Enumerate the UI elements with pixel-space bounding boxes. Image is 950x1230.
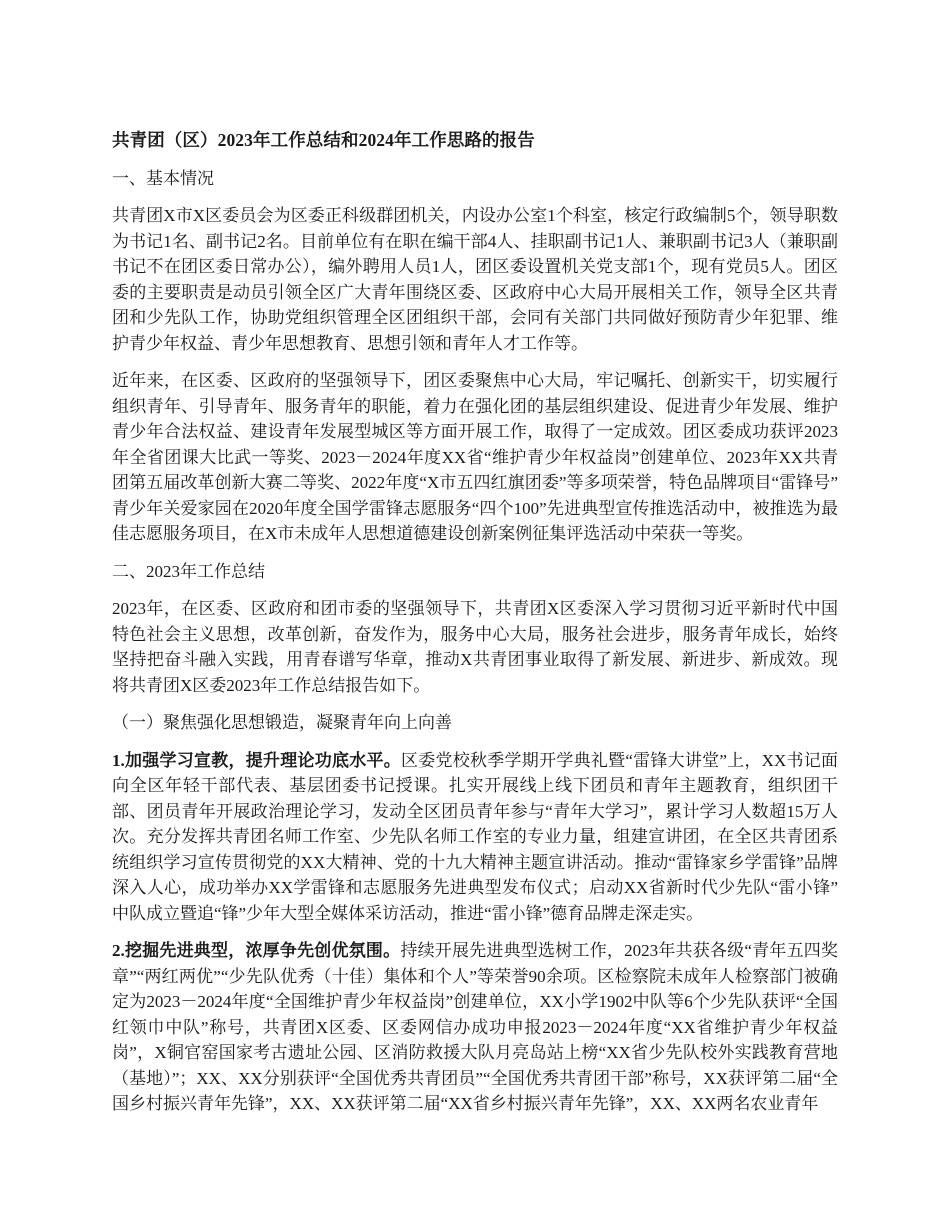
numbered-item-2-body: 持续开展先进典型选树工作，2023年共获各级“青年五四奖章”“两红两优”“少先队优秀（十佳）集体和个人”等荣誉90余项。区检察院未成年人检察部门被确定为2023－2024年度“全国维护青少年权益岗”创建单位，XX小学1902中队等6个少先队获评“全国红领巾中队”称号，共青团X区委、区委网信办成功申报2023－2024年度“XX省维护青少年权益岗”，X铜官窑国家考古遗址公园、区消防救援大队月亮岛站上榜“XX省少先队校外实践教育营地（基地）”；XX、XX分别获评“全国优秀共青团员”“全国优秀共青团干部”称号，XX获评第二届“全国乡村振兴青年先锋”，XX、XX获评第二届“XX省乡村振兴青年先锋”，XX、XX两名农业青年 [112, 941, 838, 1113]
numbered-item-1 [112, 748, 838, 927]
paragraph-summary-intro: 2023年，在区委、区政府和团市委的坚强领导下，共青团X区委深入学习贯彻习近平新时代中国特色社会主义思想，改革创新，奋发作为，服务中心大局，服务社会进步，服务青年成长，始终坚持把奋斗融入实践，用青春谱写华章，推动X共青团事业取得了新发展、新进步、新成效。现将共青团X区委2023年工作总结报告如下。 [112, 599, 838, 695]
subsection-heading-1: （一）聚焦强化思想锻造，凝聚青年向上向善 [112, 713, 452, 732]
paragraph-basic-info-2: 近年来，在区委、区政府的坚强领导下，团区委聚焦中心大局，牢记嘱托、创新实干，切实履行组织青年、引导青年、服务青年的职能，着力在强化团的基层组织建设、促进青少年发展、维护青少年合法权益、建设青年发展型城区等方面开展工作，取得了一定成效。团区委成功获评2023年全省团课大比武一等奖、2023－2024年度XX省“维护青少年权益岗”创建单位、2023年XX共青团第五届改革创新大赛二等奖、2022年度“X市五四红旗团委”等多项荣誉，特色品牌项目“雷锋号”青少年关爱家园在2020年度全国学雷锋志愿服务“四个100”先进典型宣传推选活动中，被推选为最佳志愿服务项目，在X市未成年人思想道德建设创新案例征集评选活动中荣获一等奖。 [112, 371, 838, 543]
numbered-item-1-lead: 1.加强学习宣教，提升理论功底水平。 [112, 750, 402, 770]
document-body [112, 128, 838, 1117]
numbered-item-1-body: 区委党校秋季学期开学典礼暨“雷锋大讲堂”上，XX书记面向全区年轻干部代表、基层团委书记授课。扎实开展线上线下团员和青年主题教育，组织团干部、团员青年开展政治理论学习，发动全区团员青年参与“青年大学习”，累计学习人数超15万人次。充分发挥共青团名师工作室、少先队名师工作室的专业力量，组建宣讲团，在全区共青团系统组织学习宣传贯彻党的XX大精神、党的十九大精神主题宣讲活动。推动“雷锋家乡学雷锋”品牌深入人心，成功举办XX学雷锋和志愿服务先进典型发布仪式；启动XX省新时代少先队“雷小锋”中队成立暨追“锋”少年大型全媒体采访活动，推进“雷小锋”德育品牌走深走实。 [112, 750, 838, 923]
page-title: 共青团（区）2023年工作总结和2024年工作思路的报告 [112, 130, 535, 150]
section-heading-2: 二、2023年工作总结 [112, 561, 265, 581]
numbered-item-2 [112, 938, 838, 1117]
section-heading-1: 一、基本情况 [112, 168, 214, 188]
numbered-item-2-lead: 2.挖掘先进典型，浓厚争先创优氛围。 [112, 941, 401, 960]
paragraph-basic-info-1: 共青团X市X区委员会为区委正科级群团机关，内设办公室1个科室，核定行政编制5个，领导职数为书记1名、副书记2名。目前单位有在职在编干部4人、挂职副书记1人、兼职副书记3人（兼职副书记不在团区委日常办公），编外聘用人员1人，团区委设置机关党支部1个，现有党员5人。团区委的主要职责是动员引领全区广大青年围绕区委、区政府中心大局开展相关工作，领导全区共青团和少先队工作，协助党组织管理全区团组织干部，会同有关部门共同做好预防青少年犯罪、维护青少年权益、青少年思想教育、思想引领和青年人才工作等。 [112, 206, 838, 353]
